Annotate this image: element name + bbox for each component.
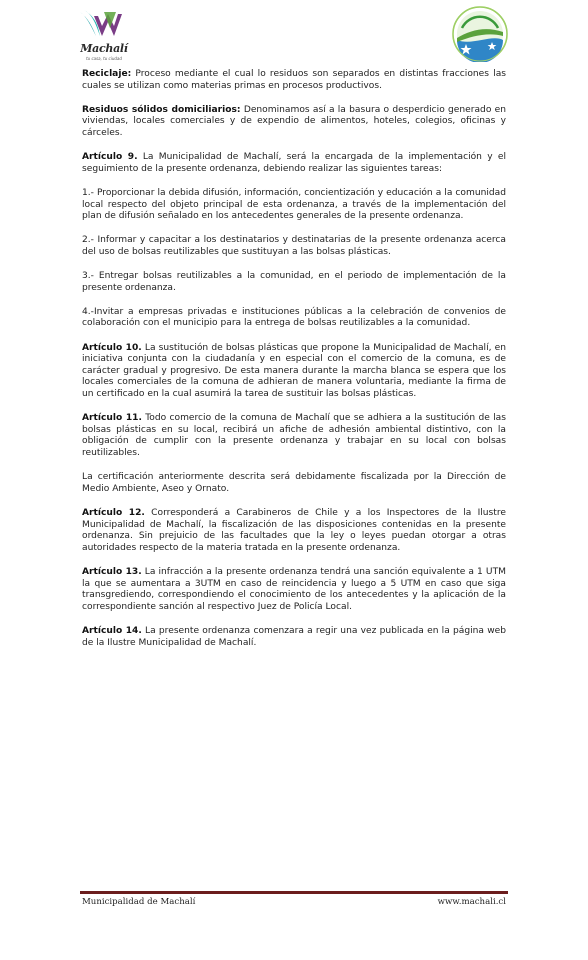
paragraph xyxy=(82,472,506,495)
logo-tagline: tu casa, tu ciudad xyxy=(86,56,122,61)
paragraph-text: La presente ordenanza comenzara a regir una vez publicada en la página web de la Ilustre Municipalidad de Machalí. xyxy=(82,625,506,648)
paragraph xyxy=(82,235,506,258)
paragraph-text: 2.- Informar y capacitar a los destinatarios y destinatarias de la presente ordenanza acerca del uso de bolsas reutilizables que sustituyan a las bolsas plásticas. xyxy=(82,235,506,257)
paragraph xyxy=(82,343,506,401)
footer-organization: Municipalidad de Machalí xyxy=(82,897,196,907)
paragraph-text: 3.- Entregar bolsas reutilizables a la comunidad, en el periodo de implementación de la presente ordenanza. xyxy=(82,271,506,293)
paragraph xyxy=(82,413,506,459)
paragraph xyxy=(82,188,506,223)
paragraph xyxy=(82,508,506,554)
paragraph-text: Proceso mediante el cual lo residuos son separados en distintas fracciones las cuales se utilizan como materias primas en procesos productivos. xyxy=(82,69,506,91)
footer-website-link[interactable]: www.machali.cl xyxy=(437,897,506,907)
paragraph xyxy=(82,626,506,649)
paragraph-term: Artículo 13. xyxy=(82,566,142,577)
paragraph-term: Reciclaje: xyxy=(82,69,132,79)
paragraph xyxy=(82,152,506,175)
paragraph-text: Todo comercio de la comuna de Machalí que se adhiera a la sustitución de las bolsas plásticas en su local, recibirá un afiche de adhesión ambiental distintivo, con la obligación de cumplir con la presente ordenanza y trabajar en su local con bolsas reutilizables. xyxy=(82,413,506,458)
paragraph-term: Artículo 9. xyxy=(82,152,138,163)
machali-logo xyxy=(74,6,134,62)
paragraph-text: La Municipalidad de Machalí, será la encargada de la implementación y el seguimiento de la presente ordenanza, debiendo realizar las siguientes tareas: xyxy=(82,152,506,174)
certification-seal-icon xyxy=(452,6,508,62)
paragraph-text: La sustitución de bolsas plásticas que propone la Municipalidad de Machalí, en iniciativa conjunta con la ciudadanía y en especial con el comercio de la comuna, es de carácter gradual y progresivo. De esta manera durante la marcha blanca se espera que los locales comerciales de la comuna de adhieran de manera voluntaria, mediante la firma de un certificado en la cual asumirá la tarea de sustituir las bolsas plásticas. xyxy=(82,342,507,400)
paragraph-term: Artículo 12. xyxy=(82,507,145,518)
machali-logo-icon xyxy=(74,6,134,42)
paragraph-term: Residuos sólidos domiciliarios: xyxy=(82,104,241,115)
paragraph-text: La certificación anteriormente descrita será debidamente fiscalizada por la Dirección de Medio Ambiente, Aseo y Ornato. xyxy=(82,472,506,494)
paragraph-text: Denominamos así a la basura o desperdicio generado en viviendas, locales comerciales y de expendio de alimentos, hoteles, colegios, oficinas y cárceles. xyxy=(82,104,506,138)
paragraph xyxy=(82,307,506,330)
paragraph-term: Artículo 10. xyxy=(82,342,142,353)
paragraph xyxy=(82,567,506,613)
paragraph-term: Artículo 11. xyxy=(82,413,142,424)
logo-wordmark: Machalí xyxy=(80,42,128,55)
paragraph-text: 4.-Invitar a empresas privadas e instituciones públicas a la celebración de convenios de colaboración con el municipio para la entrega de bolsas reutilizables a la comunidad. xyxy=(82,306,506,329)
paragraph-text: Corresponderá a Carabineros de Chile y a los Inspectores de la Ilustre Municipalidad de Machalí, la fiscalización de las disposiciones contenidas en la presente ordenanza. Sin prejuicio de las facultades que la ley o leyes puedan otorgar a otras autoridades respecto de la materia tratada en la presente ordenanza. xyxy=(82,507,506,553)
paragraph xyxy=(82,271,506,294)
paragraph-text: La infracción a la presente ordenanza tendrá una sanción equivalente a 1 UTM la que se aumentara a 3UTM en caso de reincidencia y luego a 5 UTM en caso que siga transgrediendo, correspondiendo el conocimiento de los antecedentes y la aplicación de la correspondiente sanción al respectivo Juez de Policía Local. xyxy=(82,566,506,612)
footer-divider xyxy=(80,891,508,894)
document-body xyxy=(82,69,506,662)
paragraph xyxy=(82,69,506,92)
paragraph-term: Artículo 14. xyxy=(82,625,142,636)
paragraph xyxy=(82,105,506,140)
certification-seal xyxy=(452,6,508,62)
paragraph-text: 1.- Proporcionar la debida difusión, información, concientización y educación a la comunidad local respecto del objeto principal de esta ordenanza, a través de la implementación del plan de difusión señalado en los antecedentes generales de la presente ordenanza. xyxy=(82,187,506,222)
